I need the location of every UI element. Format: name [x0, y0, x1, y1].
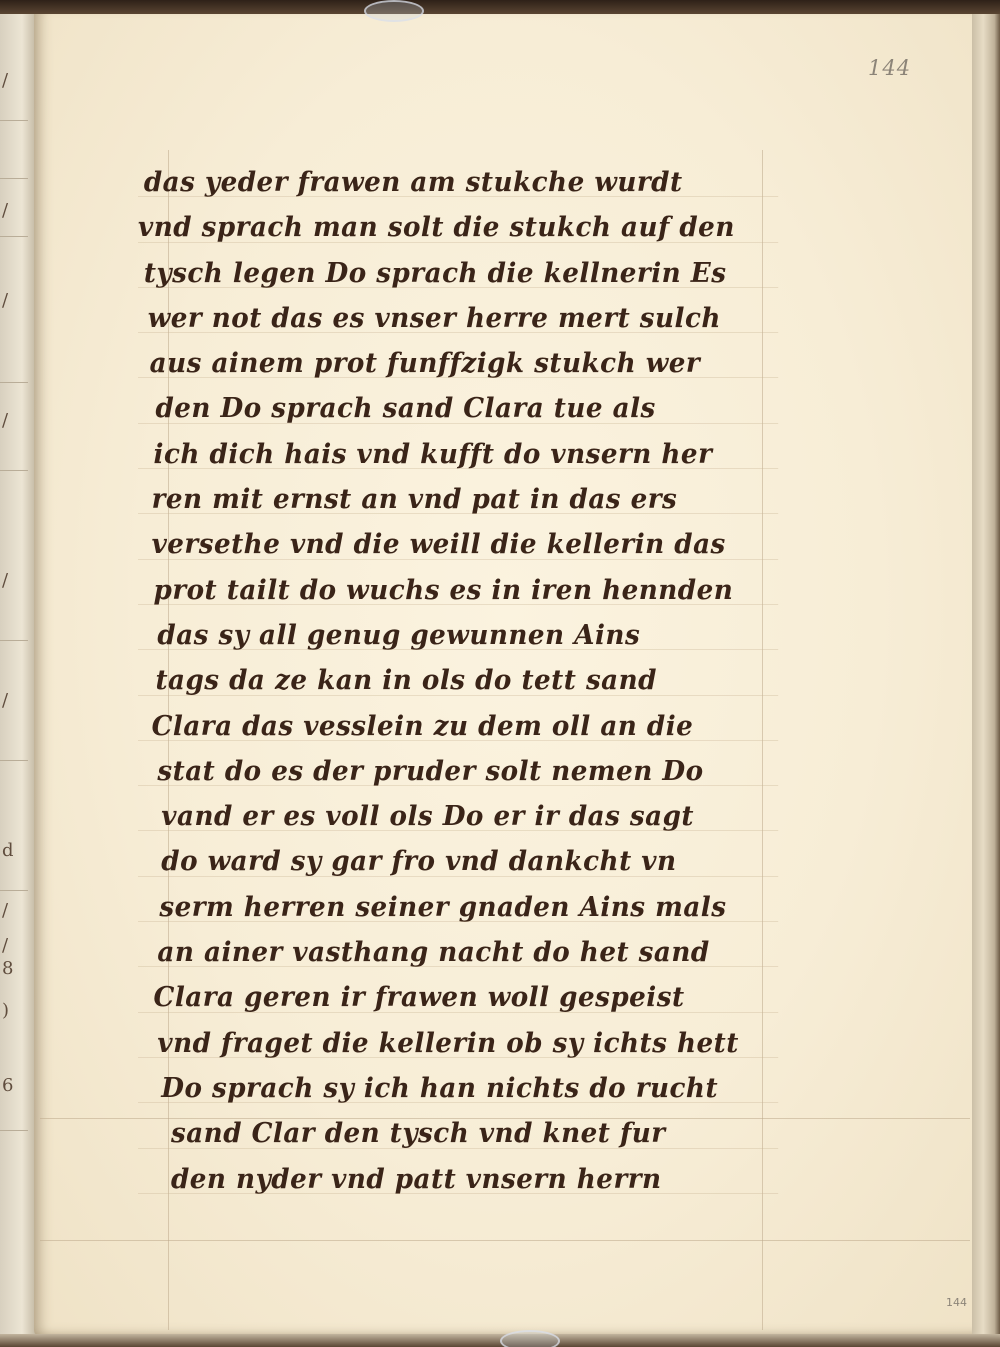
right-page-edge [972, 0, 1000, 1347]
left-page-fragment: / [2, 200, 9, 221]
text-line: wer not das es vnser herre mert sulch [138, 296, 778, 341]
text-line: Clara geren ir frawen woll gespeist [138, 975, 778, 1020]
left-page-rule [0, 760, 28, 761]
text-line: das sy all genug gewunnen Ains [138, 613, 778, 658]
left-page-rule [0, 1130, 28, 1131]
left-page-fragment: / [2, 570, 9, 591]
left-page-rule [0, 640, 28, 641]
left-page-fragment: 6 [2, 1075, 14, 1096]
text-line: den nyder vnd patt vnsern herrn [138, 1157, 778, 1202]
left-page-rule [0, 470, 28, 471]
text-line: versethe vnd die weill die kellerin das [138, 522, 778, 567]
left-page-rule [0, 120, 28, 121]
left-page-rule [0, 890, 28, 891]
text-line: ich dich hais vnd kufft do vnsern her [138, 432, 778, 477]
text-line: do ward sy gar fro vnd dankcht vn [138, 839, 778, 884]
ruling-line [40, 1240, 970, 1241]
clip-icon [364, 0, 424, 22]
text-line: Clara das vesslein zu dem oll an die [138, 704, 778, 749]
clip-icon [500, 1330, 560, 1347]
text-line: Do sprach sy ich han nichts do rucht [138, 1066, 778, 1111]
text-line: sand Clar den tysch vnd knet fur [138, 1111, 778, 1156]
text-line: vand er es voll ols Do er ir das sagt [138, 794, 778, 839]
text-line: ren mit ernst an vnd pat in das ers [138, 477, 778, 522]
left-page-fragment: / [2, 290, 9, 311]
text-line: tags da ze kan in ols do tett sand [138, 658, 778, 703]
left-page-fragment: / [2, 935, 9, 956]
folio-number-small: 144 [946, 1296, 967, 1309]
left-page-fragment: / [2, 70, 9, 91]
left-page-rule [0, 236, 28, 237]
folio-number: 144 [868, 56, 912, 80]
text-line: vnd sprach man solt die stukch auf den [138, 205, 778, 250]
text-line: aus ainem prot funffzigk stukch wer [138, 341, 778, 386]
binding-shadow [0, 0, 1000, 14]
text-line: vnd fraget die kellerin ob sy ichts hett [138, 1021, 778, 1066]
left-page-fragment: 8 [2, 958, 14, 979]
left-page-rule [0, 178, 28, 179]
text-line: den Do sprach sand Clara tue als [138, 386, 778, 431]
text-line: tysch legen Do sprach die kellnerin Es [138, 251, 778, 296]
left-page-fragment: / [2, 900, 9, 921]
text-line: serm herren seiner gnaden Ains mals [138, 885, 778, 930]
left-page-fragment: / [2, 410, 9, 431]
text-line: an ainer vasthang nacht do het sand [138, 930, 778, 975]
left-page-fragment: / [2, 690, 9, 711]
manuscript-text [138, 160, 798, 1202]
text-line: das yeder frawen am stukche wurdt [138, 160, 778, 205]
text-line: prot tailt do wuchs es in iren hennden [138, 568, 778, 613]
left-page-fragment: ) [2, 1000, 10, 1021]
left-page-rule [0, 382, 28, 383]
left-page-fragment: d [2, 840, 14, 861]
text-line: stat do es der pruder solt nemen Do [138, 749, 778, 794]
